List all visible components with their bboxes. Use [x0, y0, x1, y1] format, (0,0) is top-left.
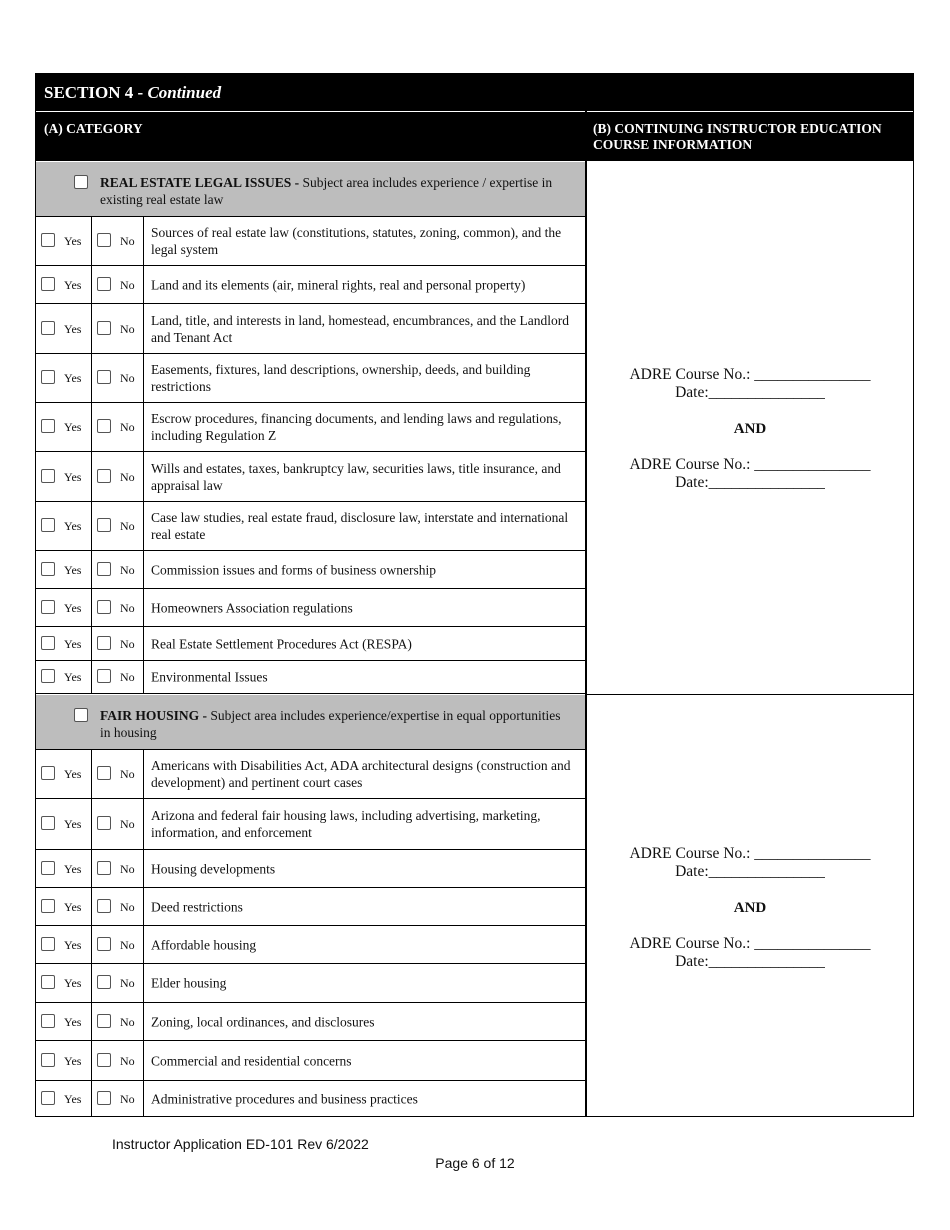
yes-label: Yes — [64, 1014, 82, 1029]
yes-checkbox[interactable] — [41, 321, 55, 335]
yes-cell — [36, 661, 92, 693]
table-row — [36, 799, 585, 850]
yes-label: Yes — [64, 817, 82, 831]
table-row — [36, 502, 585, 551]
table-row — [36, 1081, 585, 1117]
course-info-legal — [587, 366, 913, 492]
no-checkbox[interactable] — [97, 469, 111, 483]
topic-text: Land and its elements (air, mineral rights, real and personal property) — [151, 277, 526, 292]
topic-text: Real Estate Settlement Procedures Act (RESPA) — [151, 636, 412, 651]
yes-checkbox[interactable] — [41, 636, 55, 650]
topic-text: Elder housing — [151, 975, 227, 991]
yes-checkbox[interactable] — [41, 975, 55, 989]
yes-cell — [36, 1003, 92, 1040]
yes-cell — [36, 888, 92, 925]
course-date-line[interactable]: Date:_______________ — [675, 953, 825, 970]
yes-cell — [36, 627, 92, 660]
table-row — [36, 926, 585, 964]
yes-checkbox[interactable] — [41, 370, 55, 384]
no-checkbox[interactable] — [97, 975, 111, 989]
yes-checkbox[interactable] — [41, 899, 55, 913]
yes-checkbox[interactable] — [41, 419, 55, 433]
yes-label: Yes — [64, 767, 82, 781]
no-cell — [92, 926, 144, 963]
topic-text: Easements, fixtures, land descriptions, ownership, deeds, and building restrictions — [151, 362, 531, 394]
no-checkbox[interactable] — [97, 669, 111, 683]
table-row — [36, 1003, 585, 1041]
no-checkbox[interactable] — [97, 600, 111, 614]
no-cell — [92, 217, 144, 265]
topic-text: Affordable housing — [151, 937, 257, 952]
no-label: No — [120, 1092, 135, 1106]
topic-text: Americans with Disabilities Act, ADA architectural designs (construction and development) and pertinent court cases — [151, 758, 571, 790]
no-cell — [92, 403, 144, 451]
topic-text: Housing developments — [151, 861, 276, 876]
category-heading — [36, 162, 585, 217]
category-checkbox[interactable] — [74, 708, 88, 722]
table-row — [36, 304, 585, 354]
no-cell — [92, 589, 144, 626]
table-row — [36, 551, 585, 589]
topic-text: Homeowners Association regulations — [151, 600, 353, 615]
category-title: REAL ESTATE LEGAL ISSUES - — [100, 175, 303, 190]
no-label: No — [120, 767, 135, 781]
no-label: No — [120, 937, 135, 952]
yes-label: Yes — [64, 1092, 82, 1106]
no-checkbox[interactable] — [97, 419, 111, 433]
table-row — [36, 750, 585, 799]
yes-label: Yes — [64, 371, 82, 385]
topic-text: Arizona and federal fair housing laws, including advertising, marketing, information, and enforcement — [151, 808, 541, 840]
yes-label: Yes — [64, 277, 82, 292]
table-row — [36, 452, 585, 502]
no-label: No — [120, 636, 135, 651]
yes-cell — [36, 799, 92, 849]
no-label: No — [120, 1053, 135, 1068]
no-cell — [92, 750, 144, 798]
course-date-line[interactable]: Date:_______________ — [675, 863, 825, 880]
no-cell — [92, 627, 144, 660]
table-row — [36, 589, 585, 627]
no-label: No — [120, 420, 135, 434]
no-cell — [92, 1081, 144, 1117]
no-cell — [92, 551, 144, 588]
no-checkbox[interactable] — [97, 816, 111, 830]
no-label: No — [120, 469, 135, 484]
table-row — [36, 217, 585, 266]
no-label: No — [120, 670, 135, 684]
table-row — [36, 661, 585, 694]
no-checkbox[interactable] — [97, 899, 111, 913]
no-checkbox[interactable] — [97, 636, 111, 650]
yes-cell — [36, 750, 92, 798]
column-a-header: (A) CATEGORY — [36, 112, 585, 161]
yes-label: Yes — [64, 861, 82, 876]
course-date-line[interactable]: Date:_______________ — [675, 474, 825, 491]
topic-text: Case law studies, real estate fraud, disclosure law, interstate and international real estate — [151, 510, 569, 542]
section-title: SECTION 4 - Continued — [36, 74, 913, 111]
and-label: AND — [733, 900, 767, 916]
yes-label: Yes — [64, 1053, 82, 1068]
no-cell — [92, 964, 144, 1002]
yes-cell — [36, 589, 92, 626]
table-row — [36, 964, 585, 1003]
no-label: No — [120, 899, 135, 914]
topic-text: Land, title, and interests in land, homestead, encumbrances, and the Landlord and Tenant Act — [151, 312, 569, 345]
no-label: No — [120, 277, 135, 292]
topic-text: Sources of real estate law (constitutions, statutes, zoning, common), and the legal system — [151, 225, 562, 257]
course-number-line[interactable]: ADRE Course No.: _______________ — [629, 456, 871, 473]
no-label: No — [120, 1014, 135, 1029]
no-cell — [92, 452, 144, 501]
yes-checkbox[interactable] — [41, 1014, 55, 1028]
yes-label: Yes — [64, 976, 82, 990]
table-row — [36, 850, 585, 888]
yes-checkbox[interactable] — [41, 562, 55, 576]
no-cell — [92, 1003, 144, 1040]
no-checkbox[interactable] — [97, 233, 111, 247]
yes-cell — [36, 354, 92, 402]
yes-cell — [36, 403, 92, 451]
yes-cell — [36, 452, 92, 501]
topic-text: Commercial and residential concerns — [151, 1053, 352, 1068]
no-checkbox[interactable] — [97, 518, 111, 532]
course-date-line[interactable]: Date:_______________ — [675, 384, 825, 401]
section-4-form — [35, 73, 914, 1117]
yes-cell — [36, 551, 92, 588]
no-label: No — [120, 234, 135, 248]
yes-label: Yes — [64, 519, 82, 533]
no-label: No — [120, 861, 135, 876]
no-cell — [92, 1041, 144, 1080]
group-divider — [585, 694, 913, 695]
no-checkbox[interactable] — [97, 937, 111, 951]
no-cell — [92, 888, 144, 925]
no-cell — [92, 354, 144, 402]
yes-cell — [36, 850, 92, 887]
yes-checkbox[interactable] — [41, 518, 55, 532]
yes-label: Yes — [64, 321, 82, 336]
yes-checkbox[interactable] — [41, 766, 55, 780]
no-checkbox[interactable] — [97, 562, 111, 576]
yes-cell — [36, 926, 92, 963]
yes-label: Yes — [64, 937, 82, 952]
yes-checkbox[interactable] — [41, 861, 55, 875]
yes-checkbox[interactable] — [41, 277, 55, 291]
no-label: No — [120, 371, 135, 385]
yes-cell — [36, 1081, 92, 1117]
no-checkbox[interactable] — [97, 1053, 111, 1067]
yes-checkbox[interactable] — [41, 937, 55, 951]
yes-checkbox[interactable] — [41, 600, 55, 614]
topic-text: Administrative procedures and business practices — [151, 1091, 418, 1107]
yes-cell — [36, 266, 92, 303]
column-b-header: (B) CONTINUING INSTRUCTOR EDUCATION COURSE INFORMATION — [587, 112, 913, 161]
table-row — [36, 354, 585, 403]
yes-checkbox[interactable] — [41, 816, 55, 830]
yes-label: Yes — [64, 600, 82, 615]
no-cell — [92, 266, 144, 303]
category-title: FAIR HOUSING - — [100, 708, 211, 723]
table-row — [36, 266, 585, 304]
table-row — [36, 627, 585, 661]
no-label: No — [120, 600, 135, 615]
yes-label: Yes — [64, 562, 82, 577]
yes-checkbox[interactable] — [41, 233, 55, 247]
category-checkbox[interactable] — [74, 175, 88, 189]
course-number-line[interactable]: ADRE Course No.: _______________ — [629, 935, 871, 952]
category-description: Subject area includes experience / expertise in existing real estate law — [100, 175, 553, 207]
yes-label: Yes — [64, 420, 82, 434]
no-checkbox[interactable] — [97, 1014, 111, 1028]
topic-text: Zoning, local ordinances, and disclosures — [151, 1014, 375, 1029]
course-info-fair-housing — [587, 845, 913, 971]
no-checkbox[interactable] — [97, 370, 111, 384]
topic-text: Escrow procedures, financing documents, and lending laws and regulations, including Regulation Z — [151, 411, 562, 443]
yes-label: Yes — [64, 899, 82, 914]
table-row — [36, 888, 585, 926]
table-row — [36, 403, 585, 452]
no-checkbox[interactable] — [97, 766, 111, 780]
and-label: AND — [733, 421, 767, 437]
topic-text: Commission issues and forms of business ownership — [151, 562, 436, 577]
yes-label: Yes — [64, 636, 82, 651]
no-cell — [92, 304, 144, 353]
yes-checkbox[interactable] — [41, 1053, 55, 1067]
no-label: No — [120, 519, 135, 533]
yes-cell — [36, 217, 92, 265]
yes-label: Yes — [64, 670, 82, 684]
no-cell — [92, 850, 144, 887]
no-cell — [92, 799, 144, 849]
no-checkbox[interactable] — [97, 861, 111, 875]
category-heading — [36, 695, 585, 750]
yes-cell — [36, 964, 92, 1002]
no-label: No — [120, 817, 135, 831]
no-label: No — [120, 976, 135, 990]
yes-checkbox[interactable] — [41, 669, 55, 683]
table-row — [36, 1041, 585, 1081]
yes-label: Yes — [64, 234, 82, 248]
yes-cell — [36, 1041, 92, 1080]
course-number-line[interactable]: ADRE Course No.: _______________ — [629, 366, 871, 383]
no-cell — [92, 502, 144, 550]
course-number-line[interactable]: ADRE Course No.: _______________ — [629, 845, 871, 862]
topic-text: Environmental Issues — [151, 669, 268, 685]
no-label: No — [120, 321, 135, 336]
yes-cell — [36, 502, 92, 550]
category-description: Subject area includes experience/expertise in equal opportunities in housing — [100, 708, 561, 740]
no-checkbox[interactable] — [97, 321, 111, 335]
form-id: Instructor Application ED-101 Rev 6/2022 — [112, 1136, 369, 1152]
topic-text: Wills and estates, taxes, bankruptcy law, securities laws, title insurance, and appraisal law — [151, 460, 561, 493]
no-label: No — [120, 562, 135, 577]
no-checkbox[interactable] — [97, 277, 111, 291]
yes-cell — [36, 304, 92, 353]
topic-text: Deed restrictions — [151, 899, 243, 914]
no-checkbox[interactable] — [97, 1091, 111, 1105]
yes-checkbox[interactable] — [41, 469, 55, 483]
no-cell — [92, 661, 144, 693]
yes-label: Yes — [64, 469, 82, 484]
yes-checkbox[interactable] — [41, 1091, 55, 1105]
page-number: Page 6 of 12 — [435, 1155, 515, 1171]
